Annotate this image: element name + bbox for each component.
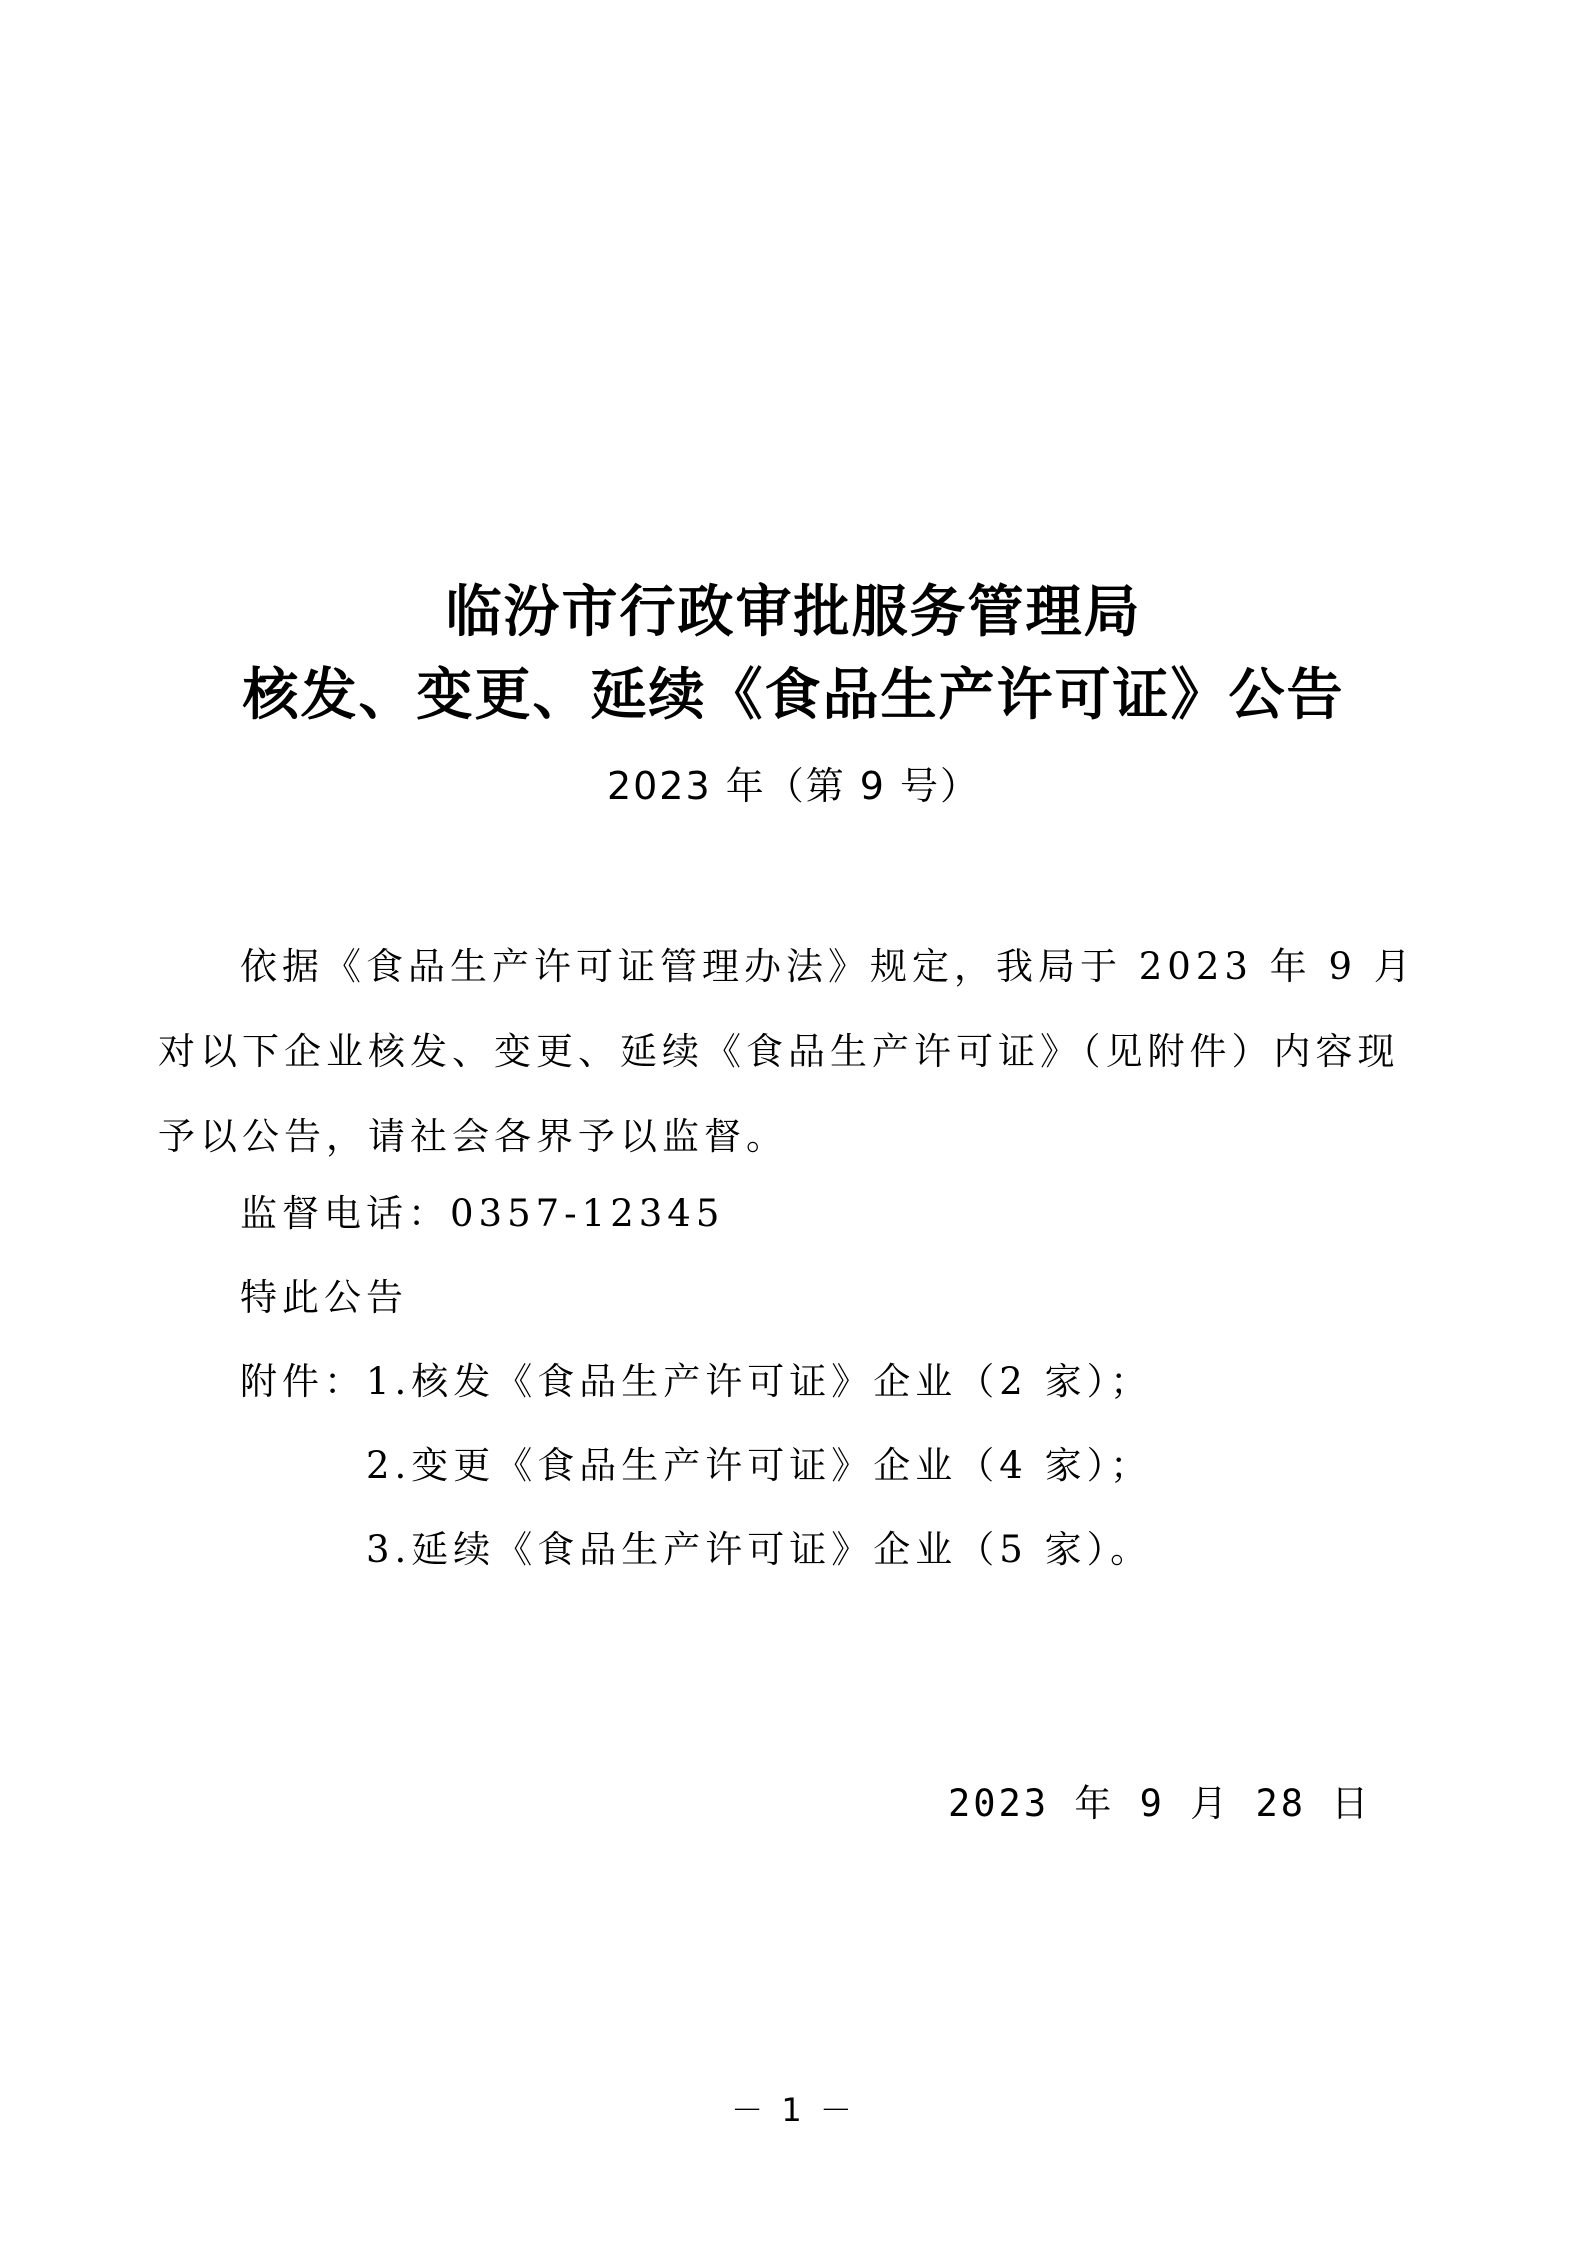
document-title-line-2: 核发、变更、延续《食品生产许可证》公告 <box>242 662 1345 728</box>
attachment-item-1: 附件：1.核发《食品生产许可证》企业（2 家）； <box>240 1360 1153 1403</box>
document-title-line-1: 临汾市行政审批服务管理局 <box>445 579 1142 645</box>
document-date: 2023 年 9 月 28 日 <box>948 1782 1372 1825</box>
issue-number: 2023 年（第 9 号） <box>606 764 981 808</box>
notice-closing: 特此公告 <box>240 1276 408 1319</box>
body-text <box>158 924 1440 1179</box>
attachment-item-3: 3.延续《食品生产许可证》企业（5 家）。 <box>366 1528 1153 1571</box>
body-paragraph: 依据《食品生产许可证管理办法》规定，我局于 2023 年 9 月对以下企业核发、变更、延续《食品生产许可证》（见附件）内容现予以公告，请社会各界予以监督。 <box>158 945 1416 1158</box>
attachment-item-2: 2.变更《食品生产许可证》企业（4 家）； <box>366 1444 1153 1487</box>
page-number: － 1 － <box>731 2091 856 2129</box>
supervision-phone: 监督电话：0357-12345 <box>240 1192 725 1235</box>
